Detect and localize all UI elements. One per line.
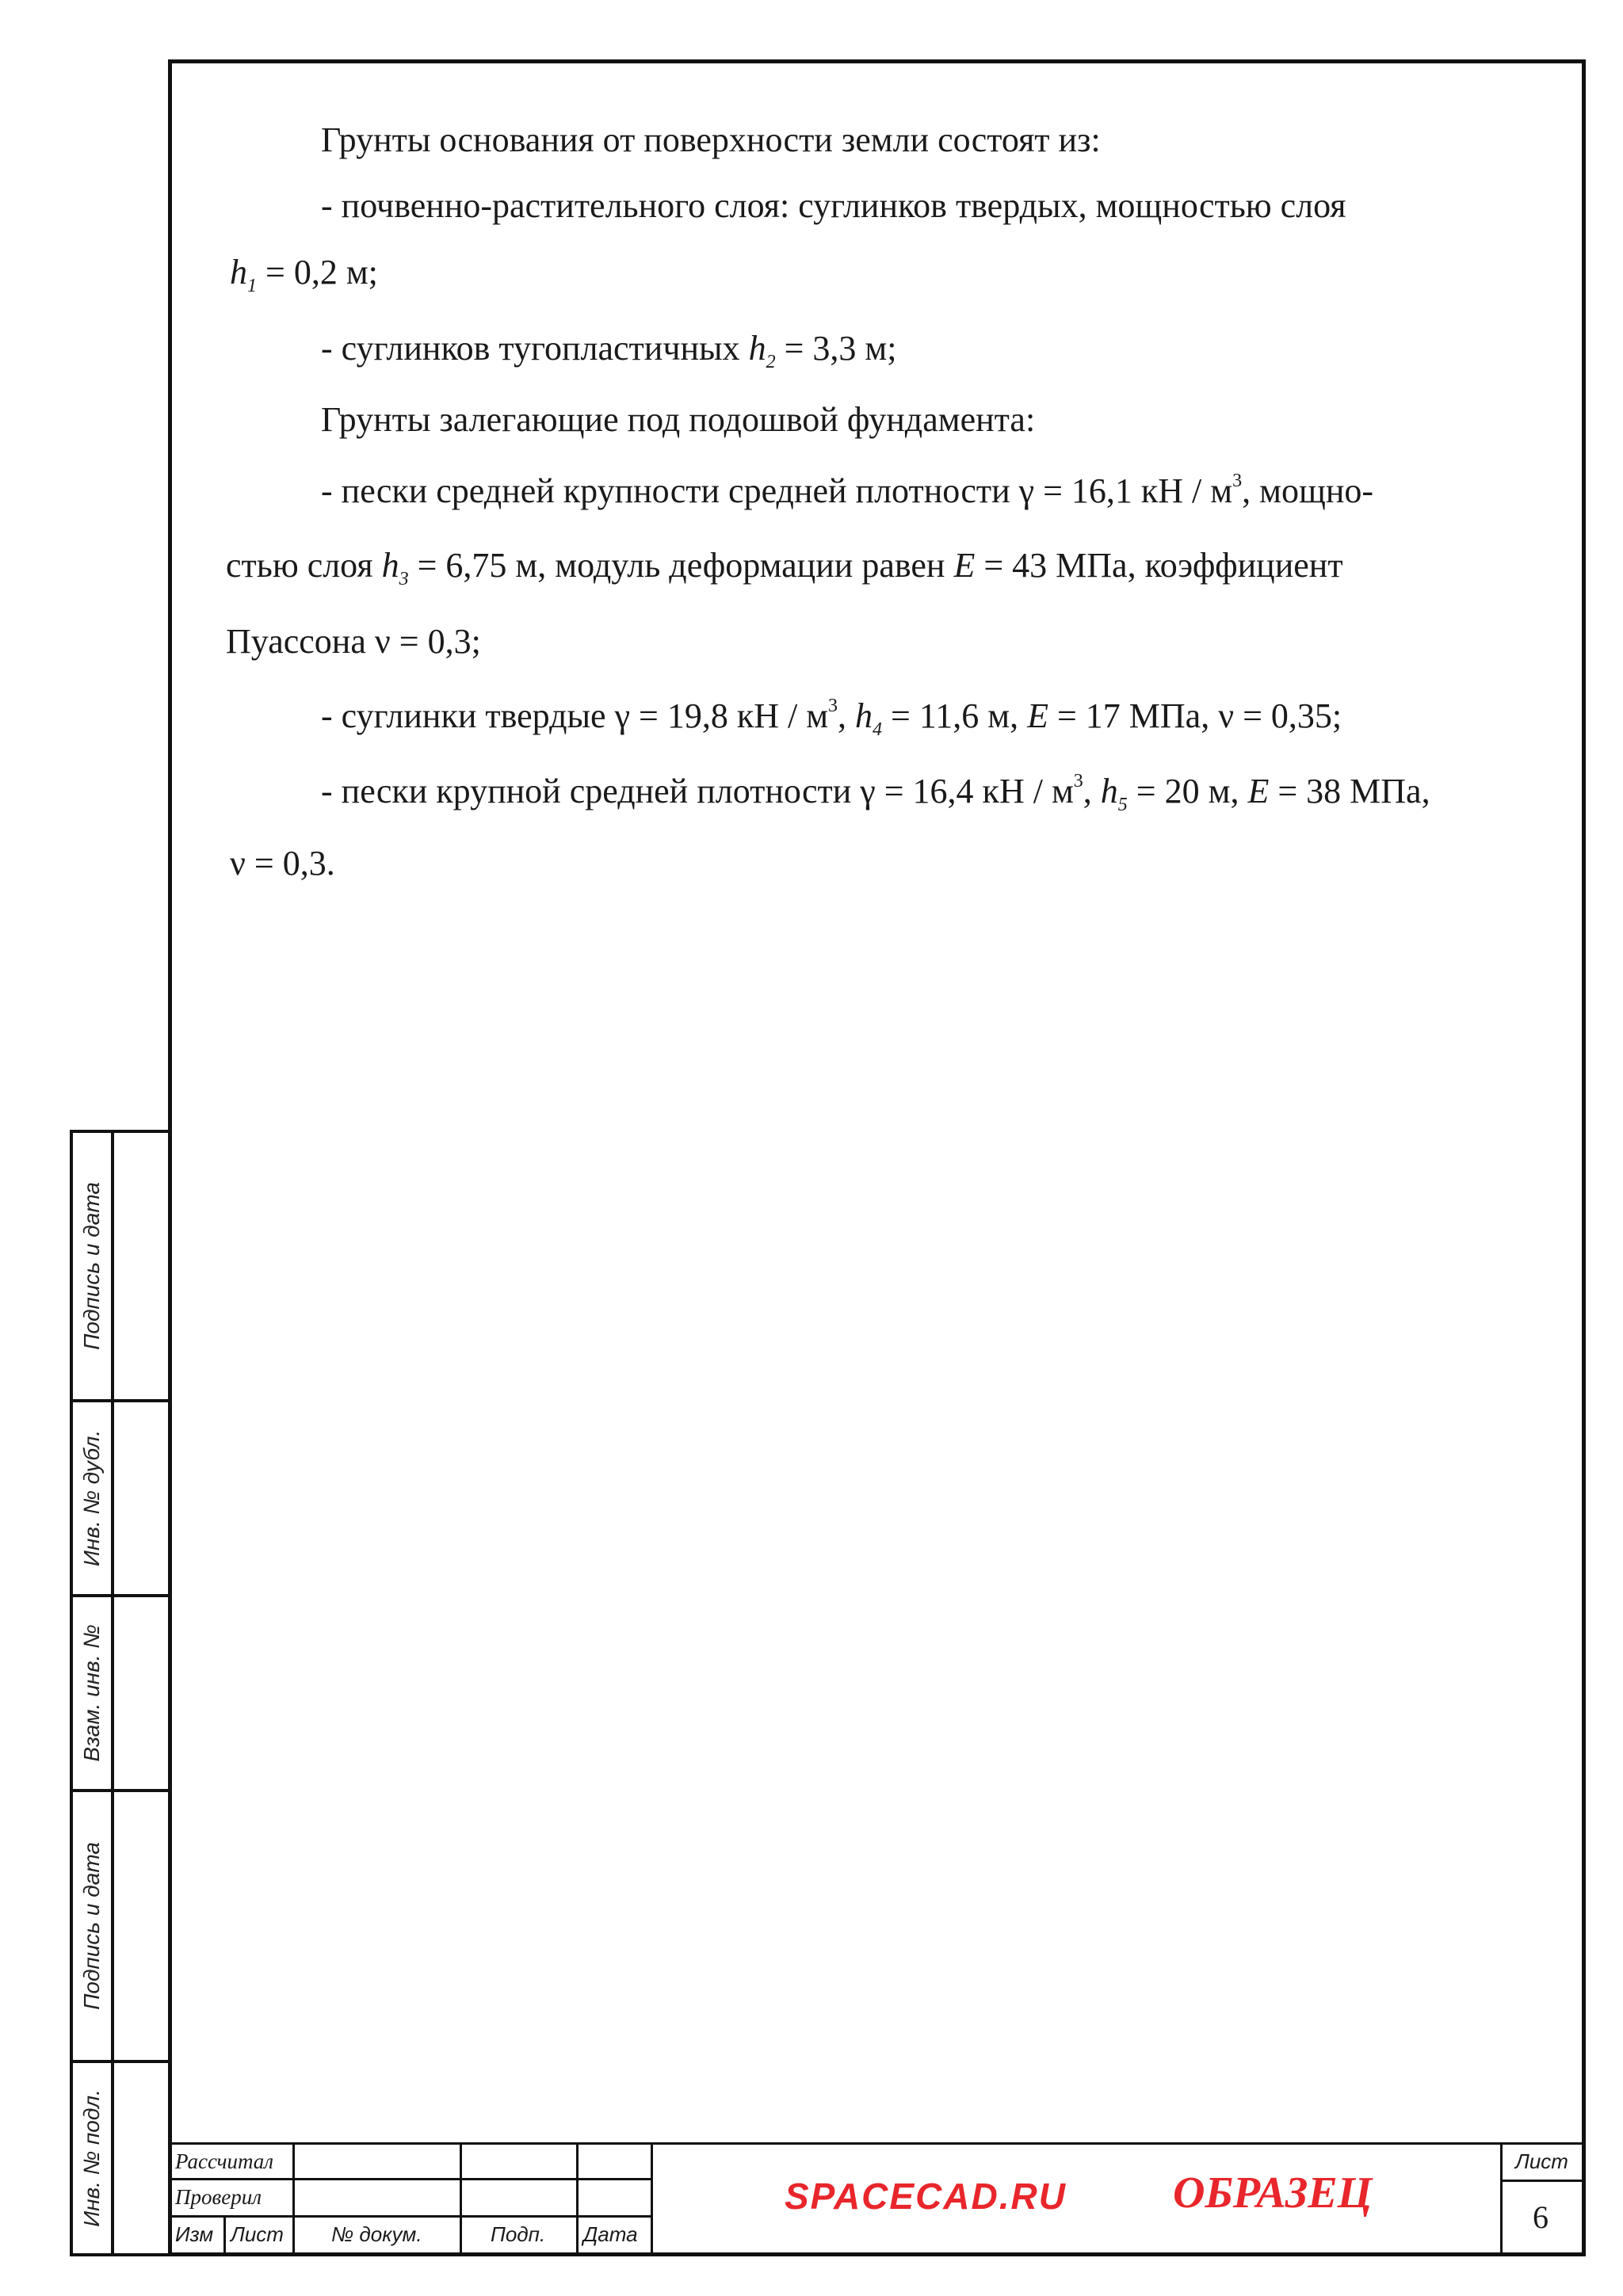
label-izm: Изм <box>168 2215 226 2256</box>
paragraph-line: Грунты залегающие под подошвой фундамента: <box>321 400 1036 439</box>
paragraph-line: - суглинки твердые γ = 19,8 кН / $м^3$, $h_4 = 11,6$ м, E = 17 МПа, ν = 0,35; <box>321 696 1342 740</box>
side-cell-inv-podl <box>70 2060 168 2256</box>
tb-cell <box>292 2178 462 2218</box>
paragraph-line: $h_1 = 0,2$ м; <box>230 253 378 296</box>
tb-cell <box>292 2142 462 2180</box>
page-frame <box>168 59 1586 2256</box>
tb-cell <box>460 2178 579 2218</box>
paragraph-line: Пуассона ν = 0,3; <box>226 622 481 661</box>
tb-cell <box>576 2178 653 2218</box>
side-label: Инв. № подл. <box>79 2089 104 2227</box>
tb-cell <box>460 2142 579 2180</box>
paragraph-line: - почвенно-растительного слоя: суглинков твердых, мощностью слоя <box>321 186 1346 225</box>
side-cell-vzam-inv <box>70 1594 168 1792</box>
label-data: Дата <box>576 2215 653 2256</box>
side-label: Взам. инв. № <box>79 1624 104 1762</box>
label-proveril: Проверил <box>168 2178 295 2218</box>
label-no-dokum: № докум. <box>292 2215 462 2256</box>
paragraph-line: - пески средней крупности средней плотности γ = 16,1 кН / $м^3$, мощно- <box>321 471 1374 510</box>
paragraph-line: Грунты основания от поверхности земли состоят из: <box>321 120 1101 159</box>
side-label: Подпись и дата <box>79 1842 104 2010</box>
side-label: Подпись и дата <box>79 1182 104 1350</box>
side-strip <box>70 1130 168 2256</box>
paragraph-line: ν = 0,3. <box>230 844 335 883</box>
tb-cell <box>576 2142 653 2180</box>
label-raschital: Рассчитал <box>168 2142 295 2180</box>
spacecad-logo: SPACECAD.RU <box>785 2176 1067 2217</box>
side-cell-inv-dubl <box>70 1399 168 1597</box>
title-area <box>651 2142 1503 2256</box>
side-cell-podpis-data <box>70 1130 168 1402</box>
label-podp: Подп. <box>460 2215 579 2256</box>
side-label: Инв. № дубл. <box>79 1429 104 1567</box>
side-cell-podpis-data-2 <box>70 1789 168 2063</box>
label-list-sheet: Лист <box>1500 2142 1586 2182</box>
sheet-number: 6 <box>1533 2199 1549 2235</box>
label-list: Лист <box>223 2215 295 2256</box>
paragraph-line: - суглинков тугопластичных $h_2 = 3,3$ м; <box>321 329 897 372</box>
sample-stamp: ОБРАЗЕЦ <box>1173 2168 1373 2218</box>
paragraph-line: - пески крупной средней плотности γ = 16,4 кН / $м^3$, $h_5 = 20$ м, E = 38 МПа, <box>321 771 1430 815</box>
paragraph-line: стью слоя $h_3 = 6,75$ м, модуль деформации равен E = 43 МПа, коэффициент <box>226 546 1343 589</box>
